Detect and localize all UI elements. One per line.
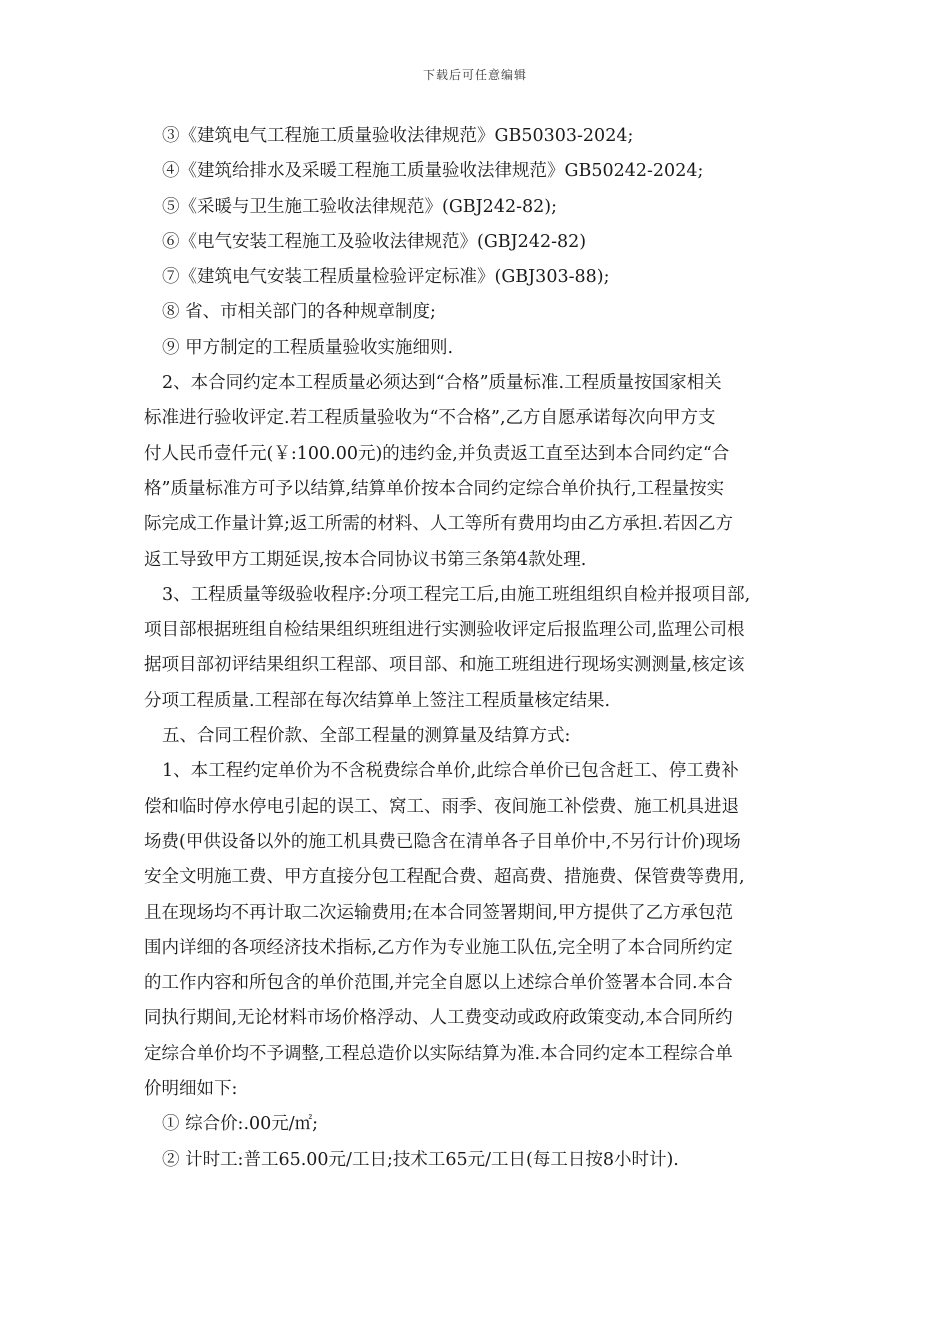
- paragraph-line: 2、本合同约定本工程质量必须达到“合格”质量标准.工程质量按国家相关: [162, 373, 722, 394]
- paragraph-line: 同执行期间,无论材料市场价格浮动、人工费变动或政府政策变动,本合同所约: [144, 1008, 733, 1029]
- standard-item: ⑦《建筑电气安装工程质量检验评定标准》(GBJ303-88);: [162, 267, 610, 288]
- paragraph-line: 1、本工程约定单价为不含税费综合单价,此综合单价已包含赶工、停工费补: [162, 761, 739, 782]
- document-body: [144, 119, 818, 1178]
- paragraph-line: 偿和临时停水停电引起的误工、窝工、雨季、夜间施工补偿费、施工机具进退: [144, 796, 739, 817]
- paragraph-line: 价明细如下:: [144, 1079, 238, 1100]
- paragraph-line: 据项目部初评结果组织工程部、项目部、和施工班组进行现场实测测量,核定该: [144, 655, 745, 676]
- paragraph-line: 围内详细的各项经济技术指标,乙方作为专业施工队伍,完全明了本合同所约定: [144, 937, 733, 958]
- paragraph-line: 的工作内容和所包含的单价范围,并完全自愿以上述综合单价签署本合同.本合: [144, 973, 733, 994]
- paragraph-line: 安全文明施工费、甲方直接分包工程配合费、超高费、措施费、保管费等费用,: [144, 867, 745, 888]
- header-note: 下载后可任意编辑: [422, 68, 527, 82]
- standard-item: ⑥《电气安装工程施工及验收法律规范》(GBJ242-82): [162, 231, 587, 252]
- paragraph-line: 且在现场均不再计取二次运输费用;在本合同签署期间,甲方提供了乙方承包范: [144, 902, 733, 923]
- standard-item: ⑤《采暖与卫生施工验收法律规范》(GBJ242-82);: [162, 196, 557, 217]
- paragraph-line: 返工导致甲方工期延误,按本合同协议书第三条第4款处理.: [144, 549, 587, 570]
- paragraph-line: 项目部根据班组自检结果组织班组进行实测验收评定后报监理公司,监理公司根: [144, 620, 745, 641]
- standard-item: ④《建筑给排水及采暖工程施工质量验收法律规范》GB50242-2024;: [162, 161, 704, 182]
- section-5-clause-1: [144, 754, 818, 1107]
- paragraph-line: 分项工程质量.工程部在每次结算单上签注工程质量核定结果.: [144, 690, 611, 711]
- paragraph-line: 3、工程质量等级验收程序:分项工程完工后,由施工班组组织自检并报项目部,: [162, 584, 751, 605]
- price-item: ② 计时工:普工65.00元/工日;技术工65元/工日(每工日按8小时计).: [162, 1149, 679, 1170]
- price-items: [162, 1107, 818, 1178]
- standard-item: ⑨ 甲方制定的工程质量验收实施细则.: [162, 337, 454, 358]
- paragraph-line: 际完成工作量计算;返工所需的材料、人工等所有费用均由乙方承担.若因乙方: [144, 514, 733, 535]
- paragraph-line: 场费(甲供设备以外的施工机具费已隐含在清单各子目单价中,不另行计价)现场: [144, 831, 741, 852]
- standards-list: [162, 119, 818, 366]
- paragraph-line: 定综合单价均不予调整,工程总造价以实际结算为准.本合同约定本工程综合单: [144, 1043, 733, 1064]
- price-item: ① 综合价:.00元/㎡;: [162, 1114, 319, 1135]
- paragraph-line: 付人民币壹仟元(￥:100.00元)的违约金,并负责返工直至达到本合同约定“合: [144, 443, 730, 464]
- paragraph-line: 标准进行验收评定.若工程质量验收为“不合格”,乙方自愿承诺每次向甲方支: [144, 408, 716, 429]
- clause-2-paragraph: [144, 366, 818, 578]
- paragraph-line: 格”质量标准方可予以结算,结算单价按本合同约定综合单价执行,工程量按实: [144, 478, 725, 499]
- section-5-heading: 五、合同工程价款、全部工程量的测算量及结算方式:: [162, 726, 571, 747]
- standard-item: ③《建筑电气工程施工质量验收法律规范》GB50303-2024;: [162, 126, 634, 146]
- standard-item: ⑧ 省、市相关部门的各种规章制度;: [162, 302, 436, 323]
- clause-3-paragraph: [144, 578, 818, 719]
